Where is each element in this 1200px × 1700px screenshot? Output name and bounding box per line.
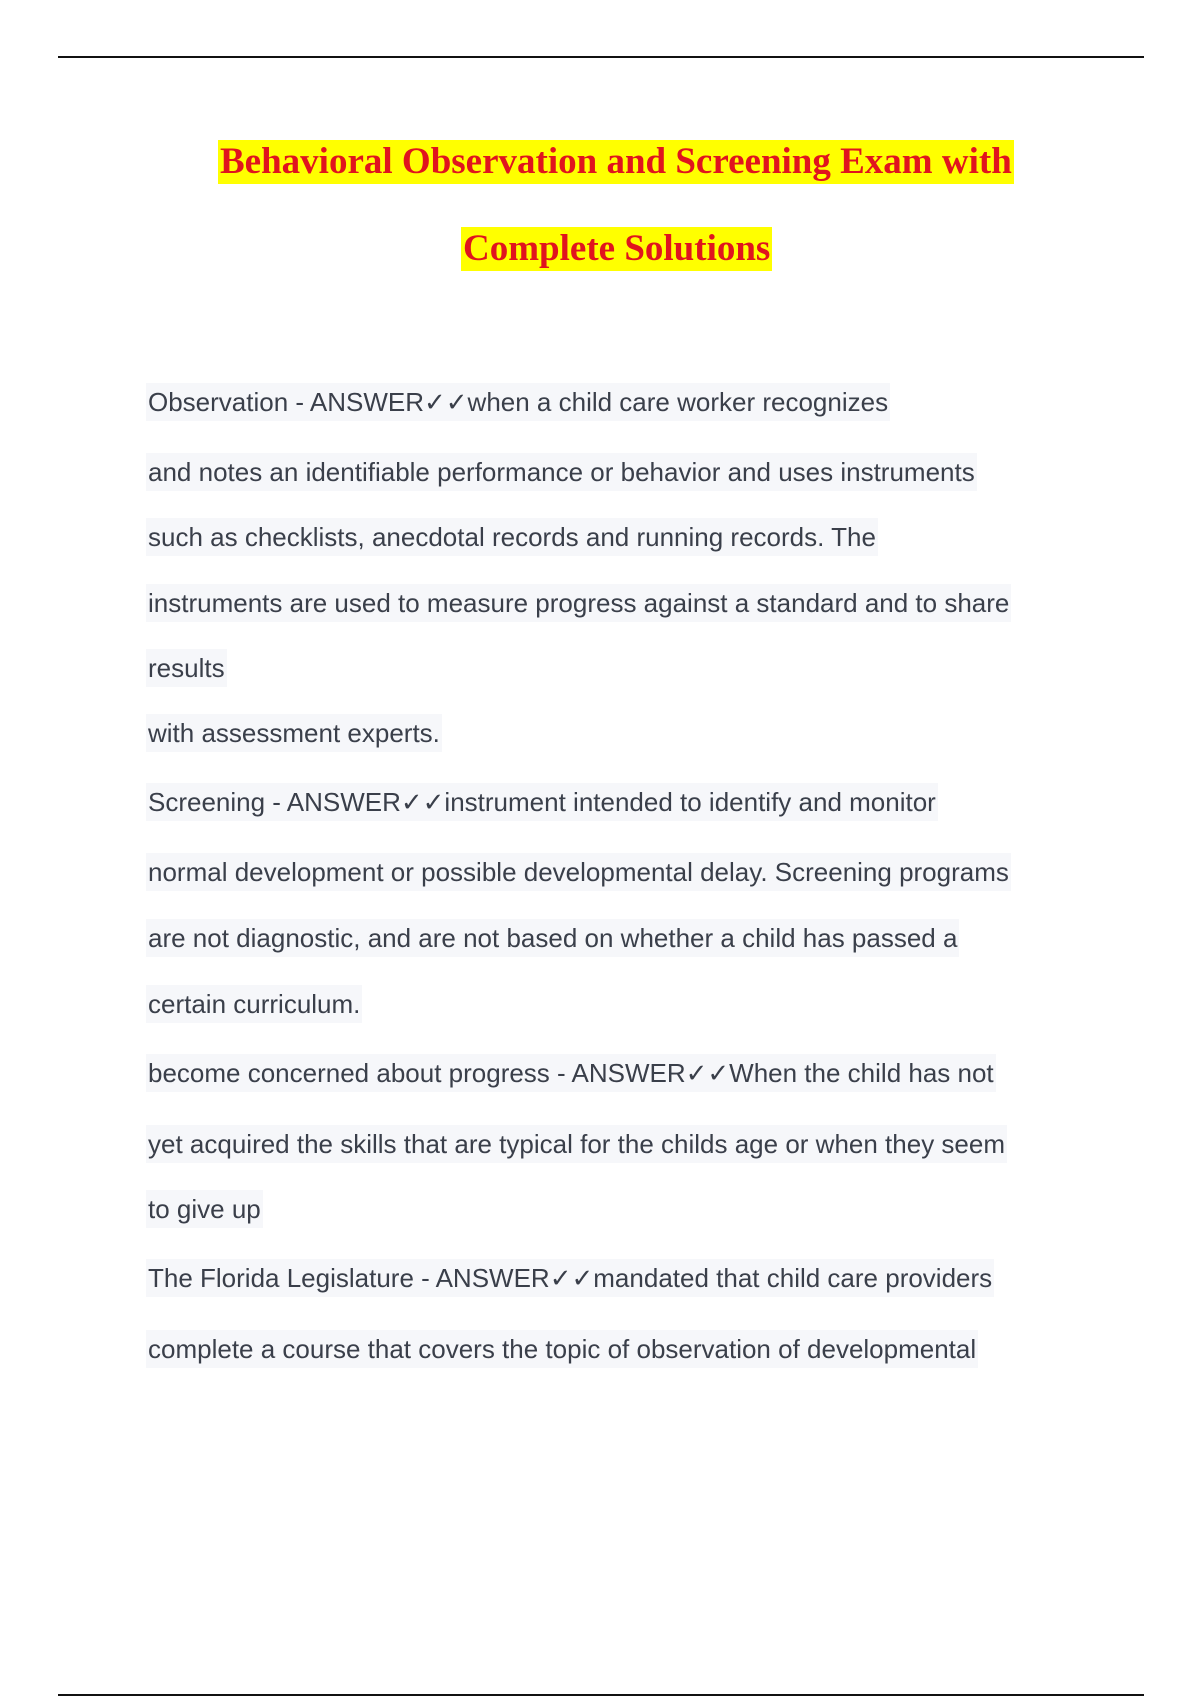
content-line: normal development or possible developmental delay. Screening programs [146,853,1011,891]
content-line: Screening - ANSWER✓✓instrument intended to identify and monitor [146,783,938,821]
content-line: complete a course that covers the topic of observation of developmental [146,1330,978,1368]
content-line: such as checklists, anecdotal records and running records. The [146,518,878,556]
content-line: become concerned about progress - ANSWER✓✓When the child has not [146,1054,996,1092]
content-line: yet acquired the skills that are typical for the childs age or when they seem [146,1125,1007,1163]
content-line: results [146,649,227,687]
content-line: are not diagnostic, and are not based on whether a child has passed a [146,919,959,957]
content-line: to give up [146,1190,263,1228]
content-line: instruments are used to measure progress against a standard and to share [146,584,1011,622]
bottom-rule [58,1694,1144,1696]
title-line-1: Behavioral Observation and Screening Exam with [220,141,1012,182]
content-line: and notes an identifiable performance or behavior and uses instruments [146,453,977,491]
content-line: Observation - ANSWER✓✓when a child care worker recognizes [146,383,890,421]
title-line-2: Complete Solutions [463,228,771,269]
content-line: The Florida Legislature - ANSWER✓✓mandated that child care providers [146,1259,994,1297]
content-line: with assessment experts. [146,714,442,752]
content-line: certain curriculum. [146,985,362,1023]
top-rule [58,56,1144,58]
